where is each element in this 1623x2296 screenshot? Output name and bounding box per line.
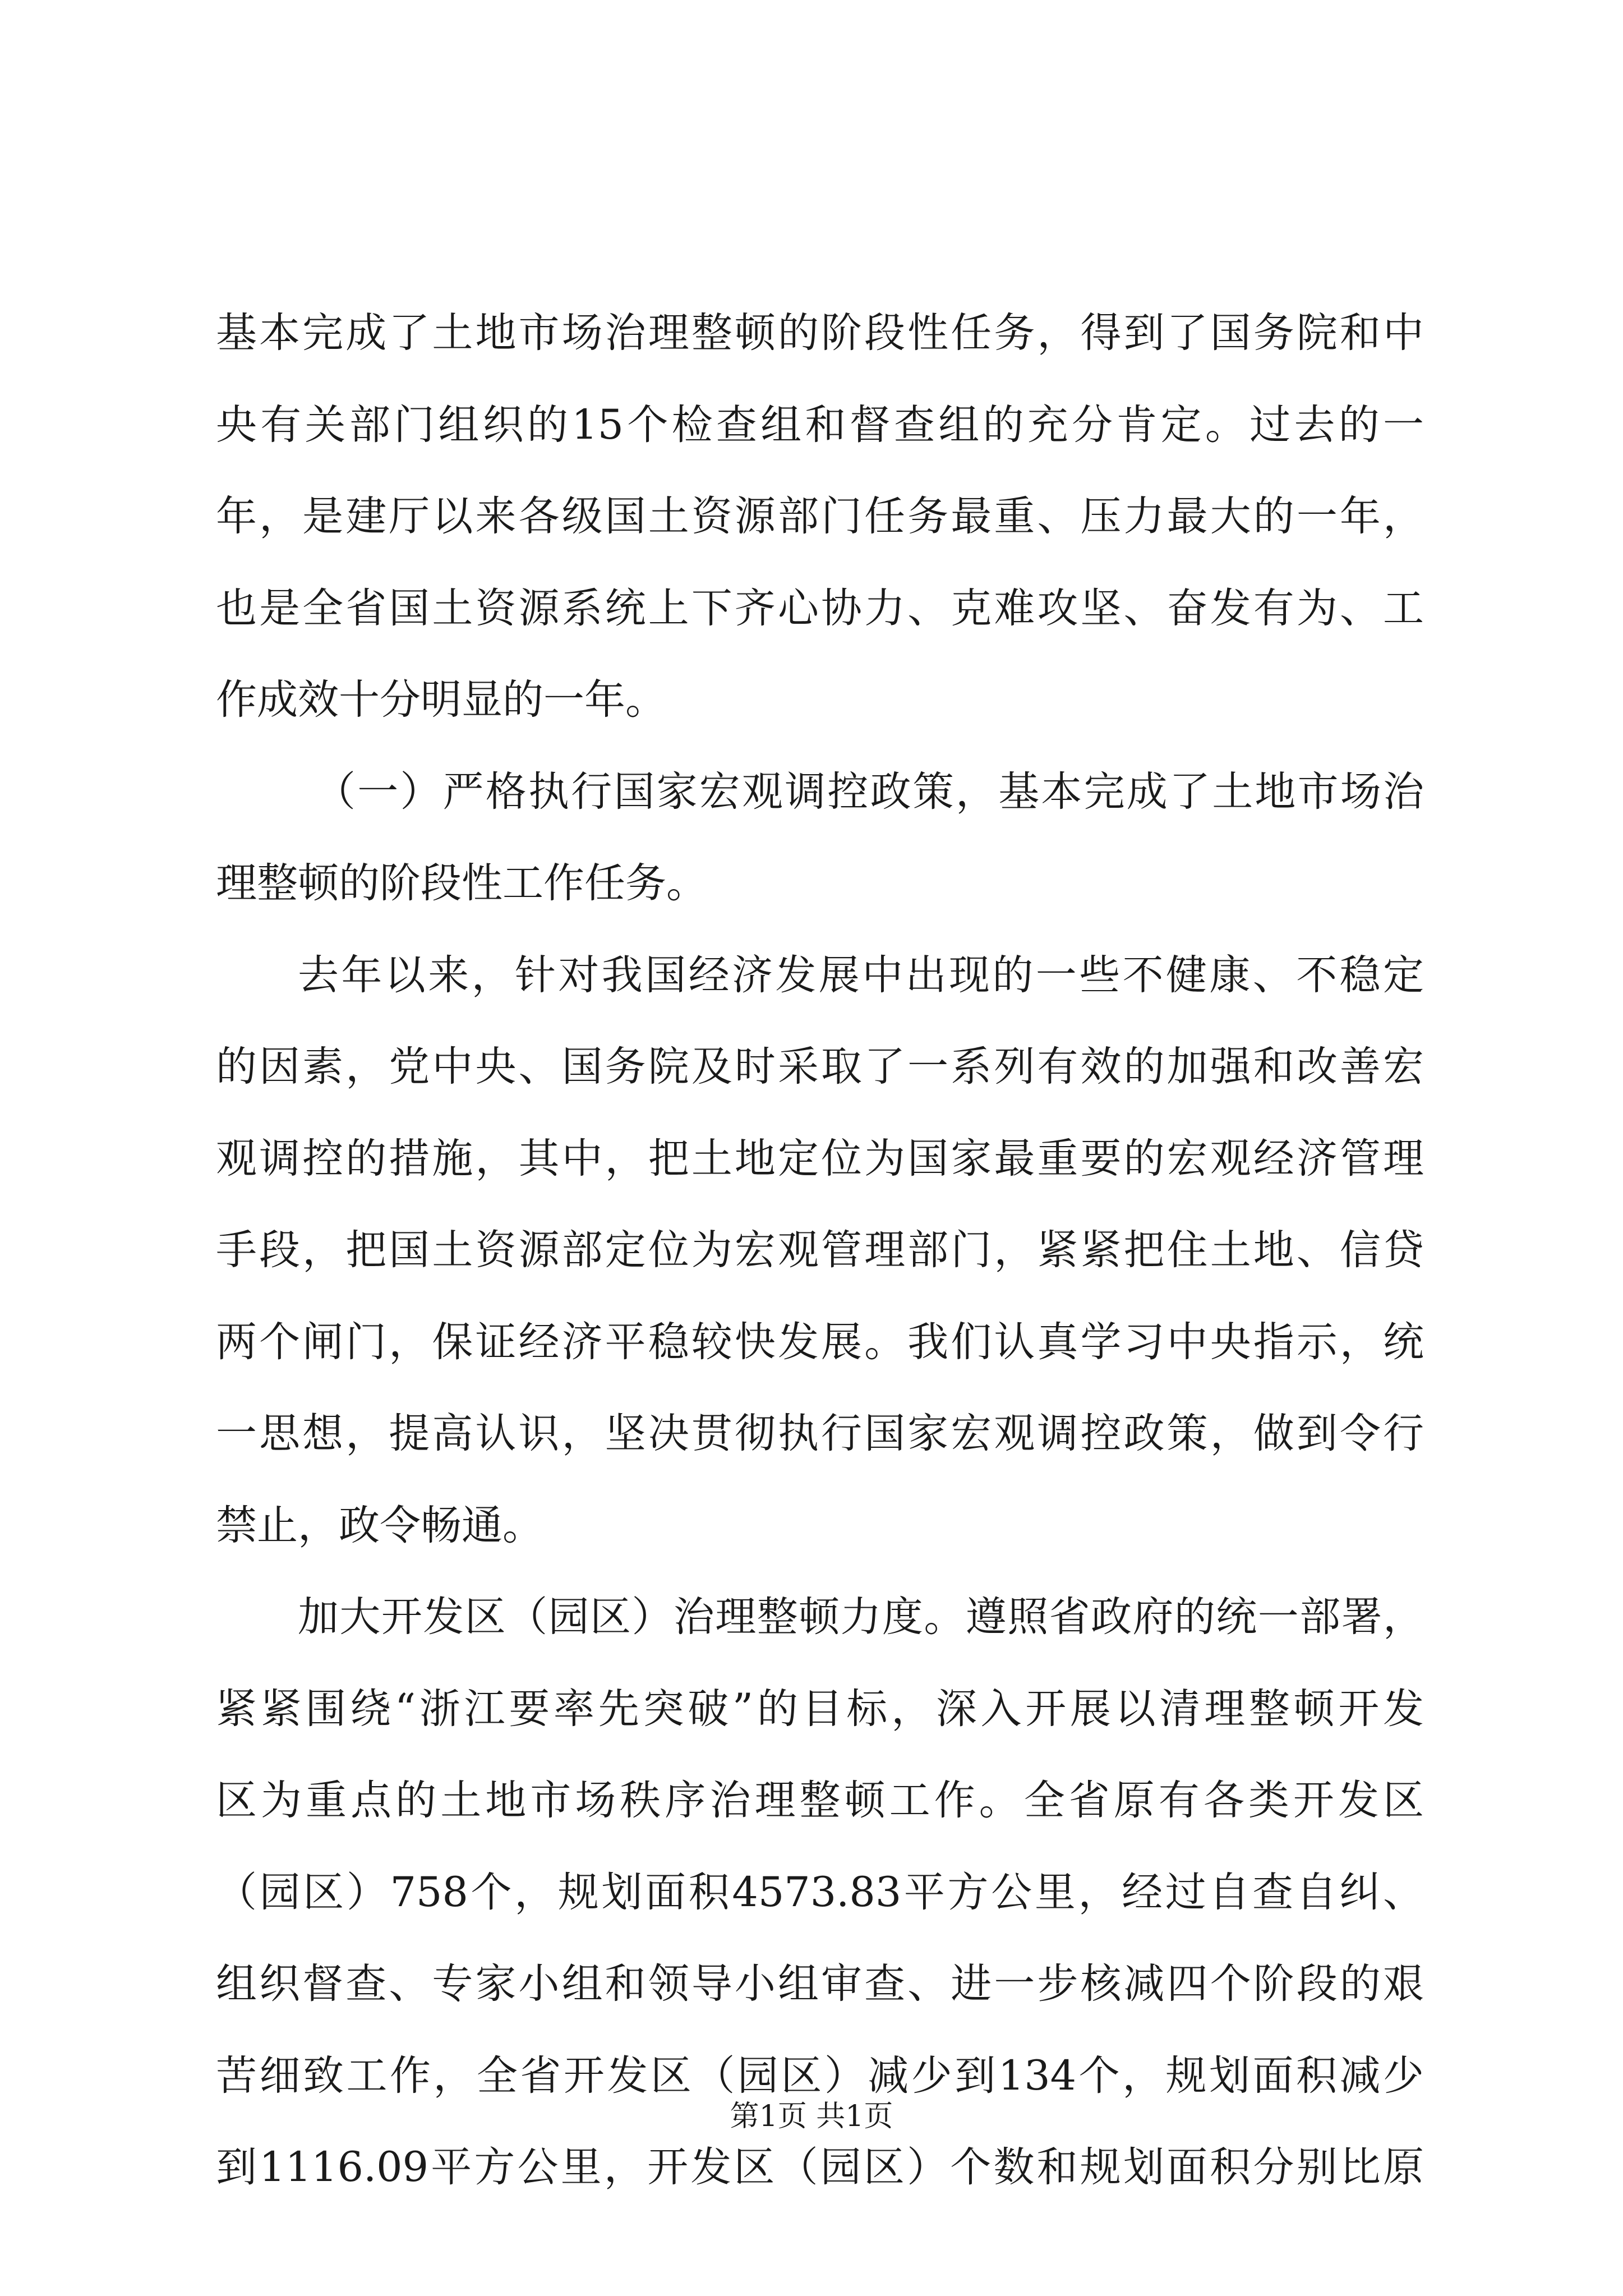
text-line: 苦细致工作，全省开发区（园区）减少到134个，规划面积减少 [216, 2051, 1424, 2100]
text-line: 紧紧围绕“浙江要率先突破”的目标，深入开展以清理整顿开发 [216, 1685, 1424, 1733]
text-line: 去年以来，针对我国经济发展中出现的一些不健康、不稳定 [298, 951, 1424, 999]
page-number-label: 第1页 共1页 [730, 2100, 893, 2133]
text-line: 到1116.09平方公里，开发区（园区）个数和规划面积分别比原 [216, 2143, 1424, 2191]
text-line: 组织督查、专家小组和领导小组审查、进一步核减四个阶段的艰 [216, 1960, 1424, 2008]
text-line: 区为重点的土地市场秩序治理整顿工作。全省原有各类开发区 [216, 1777, 1424, 1824]
text-line: 加大开发区（园区）治理整顿力度。遵照省政府的统一部署， [298, 1593, 1424, 1641]
text-line: （一）严格执行国家宏观调控政策，基本完成了土地市场治 [315, 767, 1424, 816]
text-line: 的因素，党中央、国务院及时采取了一系列有效的加强和改善宏 [216, 1043, 1424, 1091]
text-line: 也是全省国土资源系统上下齐心协力、克难攻坚、奋发有为、工 [216, 584, 1424, 632]
text-line: 作成效十分明显的一年。 [216, 676, 666, 724]
text-line: 手段，把国土资源部定位为宏观管理部门，紧紧把住土地、信贷 [216, 1226, 1424, 1274]
page-footer [0, 2097, 1623, 2136]
document-body [216, 287, 1424, 2214]
text-line: 央有关部门组织的15个检查组和督查组的充分肯定。过去的一 [216, 401, 1424, 449]
text-line: 基本完成了土地市场治理整顿的阶段性任务，得到了国务院和中 [216, 309, 1424, 357]
text-line: （园区）758个，规划面积4573.83平方公里，经过自查自纠、 [216, 1868, 1424, 1916]
text-line: 观调控的措施，其中，把土地定位为国家最重要的宏观经济管理 [216, 1134, 1424, 1182]
text-line: 理整顿的阶段性工作任务。 [216, 859, 707, 907]
text-line: 年，是建厅以来各级国土资源部门任务最重、压力最大的一年， [216, 493, 1424, 540]
text-line: 一思想，提高认识，坚决贯彻执行国家宏观调控政策，做到令行 [216, 1410, 1424, 1457]
text-line: 两个闸门，保证经济平稳较快发展。我们认真学习中央指示，统 [216, 1318, 1424, 1366]
text-line: 禁止，政令畅通。 [216, 1501, 543, 1549]
